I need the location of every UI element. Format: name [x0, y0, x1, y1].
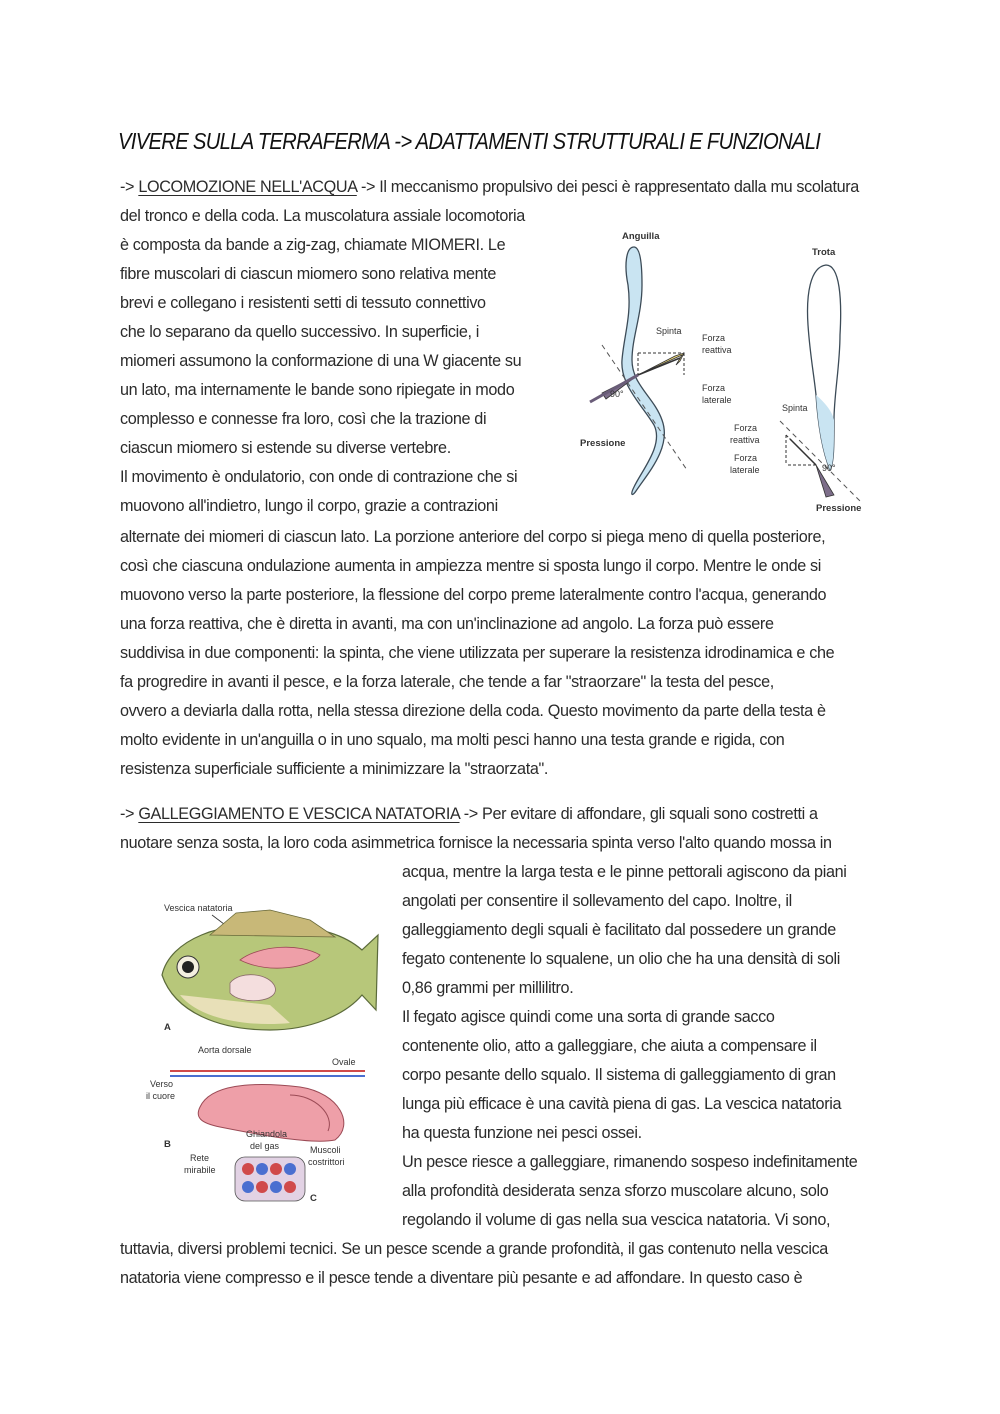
trout-spinta-label: Spinta — [782, 403, 808, 413]
label-c: C — [310, 1193, 317, 1204]
paragraph-line: molto evidente in un'anguilla o in uno squalo, ma molti pesci hanno una testa grande e rigida, con — [120, 731, 785, 749]
muscoli-label-1: Muscoli — [310, 1145, 341, 1155]
paragraph-line: nuotare senza sosta, la loro coda asimmetrica fornisce la necessaria spinta verso l'alto quando mossa in — [120, 834, 832, 852]
paragraph-line: angolati per consentire il sollevamento del capo. Inoltre, il — [402, 892, 792, 910]
eel-body — [622, 247, 665, 494]
reactive-force-arrow — [638, 358, 680, 375]
section2-heading: GALLEGGIAMENTO E VESCICA NATATORIA — [138, 805, 460, 823]
paragraph-line: corpo pesante dello squalo. Il sistema di galleggiamento di gran — [402, 1066, 836, 1084]
ghiandola-label-1: Ghiandola — [246, 1129, 288, 1139]
rete-label-1: Rete — [190, 1153, 210, 1163]
paragraph-line: che lo separano da quello successivo. In superficie, i — [120, 323, 480, 341]
trout-forza-lat-label: Forza — [734, 453, 758, 463]
label-b: B — [164, 1139, 171, 1150]
rete-mirabile-detail — [235, 1157, 305, 1201]
dorsal-fin — [210, 910, 335, 937]
trout-pressure-label: Pressione — [816, 503, 862, 514]
page-title: VIVERE SULLA TERRAFERMA -> ADATTAMENTI STRUTTURALI E FUNZIONALI — [118, 128, 821, 154]
eel-forza-lat-label: Forza — [702, 383, 726, 393]
paragraph-line: del tronco e della coda. La muscolatura assiale locomotoria — [120, 207, 525, 225]
paragraph-line: ovvero a deviarla dalla rotta, nella stessa direzione della coda. Questo movimento da parte della testa è — [120, 702, 826, 720]
eel-label: Anguilla — [622, 231, 660, 242]
paragraph-line: natatoria viene compresso e il pesce tende a diventare più pesante e ad affondare. In questo caso è — [120, 1269, 803, 1287]
paragraph-line: muovono verso la parte posteriore, la flessione del corpo preme lateralmente contro l'acqua, generando — [120, 586, 827, 604]
section1-arrow: -> — [120, 178, 135, 196]
aorta-label: Aorta dorsale — [198, 1045, 252, 1055]
trout-reactive-arrow — [790, 439, 816, 465]
paragraph-line: complesso e connesse fra loro, così che la trazione di — [120, 410, 487, 428]
paragraph-line: una forza reattiva, che è diretta in avanti, ma con un'inclinazione ad angolo. La forza può essere — [120, 615, 774, 633]
paragraph-line: è composta da bande a zig-zag, chiamate MIOMERI. Le — [120, 236, 506, 254]
paragraph-line: Il movimento è ondulatorio, con onde di contrazione che si — [120, 468, 518, 486]
trout-label: Trota — [812, 247, 836, 258]
verso-label-2: il cuore — [146, 1091, 176, 1101]
paragraph-line: Un pesce riesce a galleggiare, rimanendo sospeso indefinitamente — [402, 1153, 858, 1171]
paragraph-line: muovono all'indietro, lungo il corpo, grazie a contrazioni — [120, 497, 498, 515]
paragraph-line: -> Per evitare di affondare, gli squali sono costretti a — [463, 805, 818, 823]
muscoli-label-2: costrittori — [308, 1157, 345, 1167]
section1-heading: LOCOMOZIONE NELL'ACQUA — [138, 178, 357, 196]
swim-bladder-figure — [140, 895, 390, 1215]
eel-angle-label: 90° — [610, 389, 624, 399]
vescica-label: Vescica natatoria — [164, 903, 233, 913]
paragraph-line: brevi e collegano i resistenti setti di tessuto connettivo — [120, 294, 486, 312]
verso-label-1: Verso — [150, 1079, 174, 1089]
paragraph-line: Il fegato agisce quindi come una sorta di grande sacco — [402, 1008, 775, 1026]
paragraph-line: contenente olio, atto a galleggiare, che aiuta a compensare il — [402, 1037, 817, 1055]
fish-pupil — [182, 961, 194, 973]
section2-arrow: -> — [120, 805, 135, 823]
trout-angle-label: 90° — [822, 463, 836, 473]
trout-reattiva-label: reattiva — [730, 435, 760, 445]
section1-first-line — [120, 178, 859, 197]
trout-forza-label: Forza — [734, 423, 758, 433]
eel-pressure-label: Pressione — [580, 438, 626, 449]
paragraph-line: acqua, mentre la larga testa e le pinne pettorali agiscono da piani — [402, 863, 847, 881]
paragraph-line: lunga più efficace è una cavità piena di gas. La vescica natatoria — [402, 1095, 842, 1113]
paragraph-line: fa progredire in avanti il pesce, e la forza laterale, che tende a far "straorzare" la testa del pesce, — [120, 673, 774, 691]
eel-axis-line — [602, 345, 687, 470]
paragraph-line: regolando il volume di gas nella sua vescica natatoria. Vi sono, — [402, 1211, 831, 1229]
paragraph-line: così che ciascuna ondulazione aumenta in ampiezza mentre si sposta lungo il corpo. Mentre le onde si — [120, 557, 822, 575]
locomotion-figure — [572, 225, 872, 520]
section2-first-line — [120, 805, 818, 824]
paragraph-line: alternate dei miomeri di ciascun lato. La porzione anteriore del corpo si piega meno di quella posteriore, — [120, 528, 826, 546]
paragraph-line: ciascun miomero si estende su diverse vertebre. — [120, 439, 451, 457]
paragraph-line: galleggiamento degli squali è facilitato dal possedere un grande — [402, 921, 836, 939]
paragraph-line: fibre muscolari di ciascun miomero sono relativa mente — [120, 265, 497, 283]
paragraph-line: -> Il meccanismo propulsivo dei pesci è rappresentato dalla mu scolatura — [360, 178, 859, 196]
rete-label-2: mirabile — [184, 1165, 216, 1175]
paragraph-line: suddivisa in due componenti: la spinta, che viene utilizzata per superare la resistenza idrodinamica e che — [120, 644, 835, 662]
paragraph-line: alla profondità desiderata senza sforzo muscolare alcuno, solo — [402, 1182, 829, 1200]
paragraph-line: 0,86 grammi per millilitro. — [402, 979, 574, 997]
trout-laterale-label: laterale — [730, 465, 760, 475]
paragraph-line: resistenza superficiale sufficiente a minimizzare la "straorzata". — [120, 760, 549, 778]
paragraph-line: un lato, ma internamente le bande sono ripiegate in modo — [120, 381, 515, 399]
paragraph-line: ha questa funzione nei pesci ossei. — [402, 1124, 642, 1142]
label-a: A — [164, 1022, 171, 1033]
eel-laterale-label: laterale — [702, 395, 732, 405]
paragraph-line: fegato contenente lo squalene, un olio che ha una densità di soli — [402, 950, 841, 968]
eel-spinta-label: Spinta — [656, 326, 682, 336]
paragraph-line: tuttavia, diversi problemi tecnici. Se un pesce scende a grande profondità, il gas contenuto nella vescica — [120, 1240, 828, 1258]
ovale-label: Ovale — [332, 1057, 356, 1067]
paragraph-line: miomeri assumono la conformazione di una W giacente su — [120, 352, 522, 370]
ghiandola-label-2: del gas — [250, 1141, 280, 1151]
eel-reattiva-label: reattiva — [702, 345, 732, 355]
eel-forza-label: Forza — [702, 333, 726, 343]
